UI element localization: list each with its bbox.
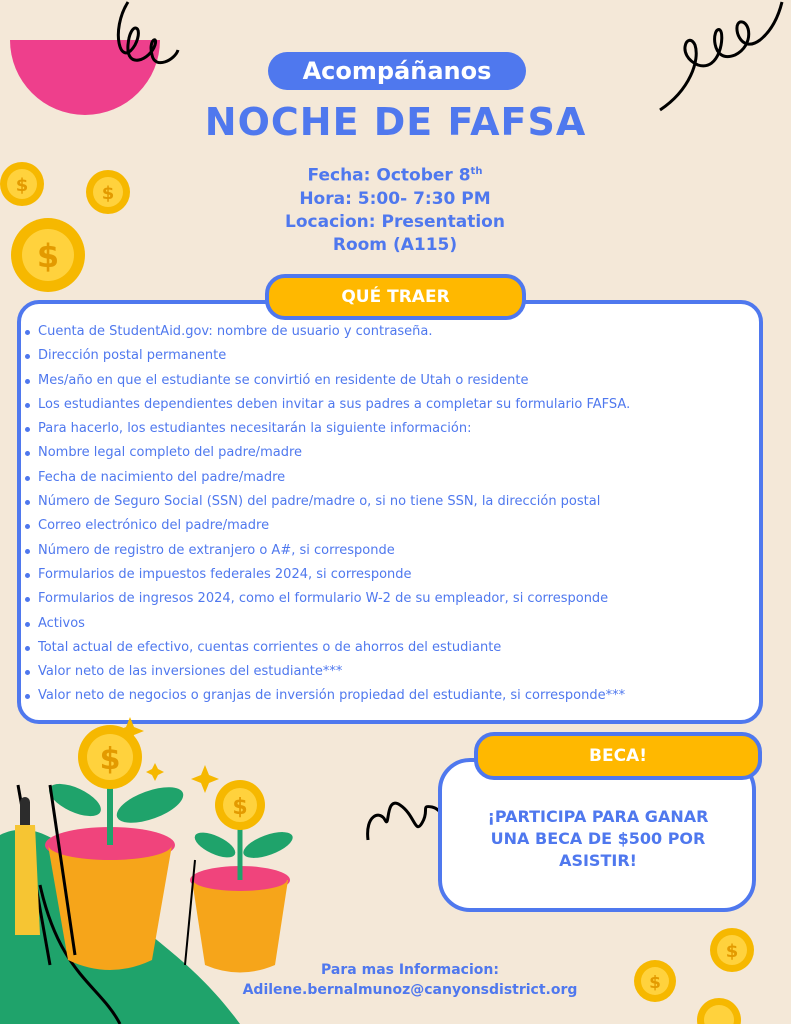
event-details <box>220 160 570 257</box>
event-time: Hora: 5:00- 7:30 PM <box>299 188 491 209</box>
contact-email[interactable]: Adilene.bernalmunoz@canyonsdistrict.org <box>242 982 578 998</box>
list-item: Formularios de ingresos 2024, como el formulario W-2 de su empleador, si corresponde <box>24 587 762 611</box>
dollar-coin-icon <box>84 168 134 218</box>
beca-label: BECA! <box>474 732 762 780</box>
list-item: Número de Seguro Social (SSN) del padre/madre o, si no tiene SSN, la dirección postal <box>24 490 762 514</box>
que-traer-list <box>24 320 762 709</box>
list-item: Total actual de efectivo, cuentas corrientes o de ahorros del estudiante <box>24 636 762 660</box>
list-item: Los estudiantes dependientes deben invitar a sus padres a completar su formulario FAFSA. <box>24 393 762 417</box>
list-item: Fecha de nacimiento del padre/madre <box>24 466 762 490</box>
dollar-coin-icon <box>10 215 90 295</box>
list-item: Formularios de impuestos federales 2024, si corresponde <box>24 563 762 587</box>
page-title: NOCHE DE FAFSA <box>204 100 587 144</box>
svg-text:$: $ <box>725 941 739 962</box>
contact-info <box>180 960 640 1000</box>
dollar-coin-icon <box>632 958 678 1004</box>
dollar-coin-icon <box>708 926 756 974</box>
list-item: Valor neto de las inversiones del estudiante*** <box>24 660 762 684</box>
svg-text:$: $ <box>15 175 29 196</box>
list-item: Nombre legal completo del padre/madre <box>24 441 762 465</box>
list-item: Para hacerlo, los estudiantes necesitarán la siguiente información: <box>24 417 762 441</box>
svg-text:$: $ <box>36 237 60 275</box>
event-date: Fecha: October 8th <box>307 165 483 186</box>
svg-text:$: $ <box>649 973 661 993</box>
dollar-coin-icon <box>0 160 48 210</box>
contact-heading: Para mas Informacion: <box>321 962 499 978</box>
dollar-coin-icon <box>695 994 743 1024</box>
svg-text:$: $ <box>99 742 121 777</box>
list-item: Activos <box>24 612 762 636</box>
list-item: Dirección postal permanente <box>24 344 762 368</box>
list-item: Valor neto de negocios o granjas de inversión propiedad del estudiante, si corresponde*** <box>24 684 762 708</box>
list-item: Cuenta de StudentAid.gov: nombre de usuario y contraseña. <box>24 320 762 344</box>
event-location-line1: Locacion: Presentation <box>285 211 505 232</box>
list-item: Número de registro de extranjero o A#, si corresponde <box>24 539 762 563</box>
svg-text:$: $ <box>101 183 115 204</box>
svg-text:$: $ <box>232 795 248 820</box>
squiggle-line-top-left <box>100 0 200 90</box>
acompananos-pill: Acompáñanos <box>268 52 526 90</box>
beca-message: ¡PARTICIPA PARA GANAR UNA BECA DE $500 POR ASISTIR! <box>487 807 709 870</box>
list-item: Mes/año en que el estudiante se convirtió en residente de Utah o residente <box>24 369 762 393</box>
list-item: Correo electrónico del padre/madre <box>24 514 762 538</box>
que-traer-label: QUÉ TRAER <box>265 274 526 320</box>
event-location-line2: Room (A115) <box>332 234 458 255</box>
